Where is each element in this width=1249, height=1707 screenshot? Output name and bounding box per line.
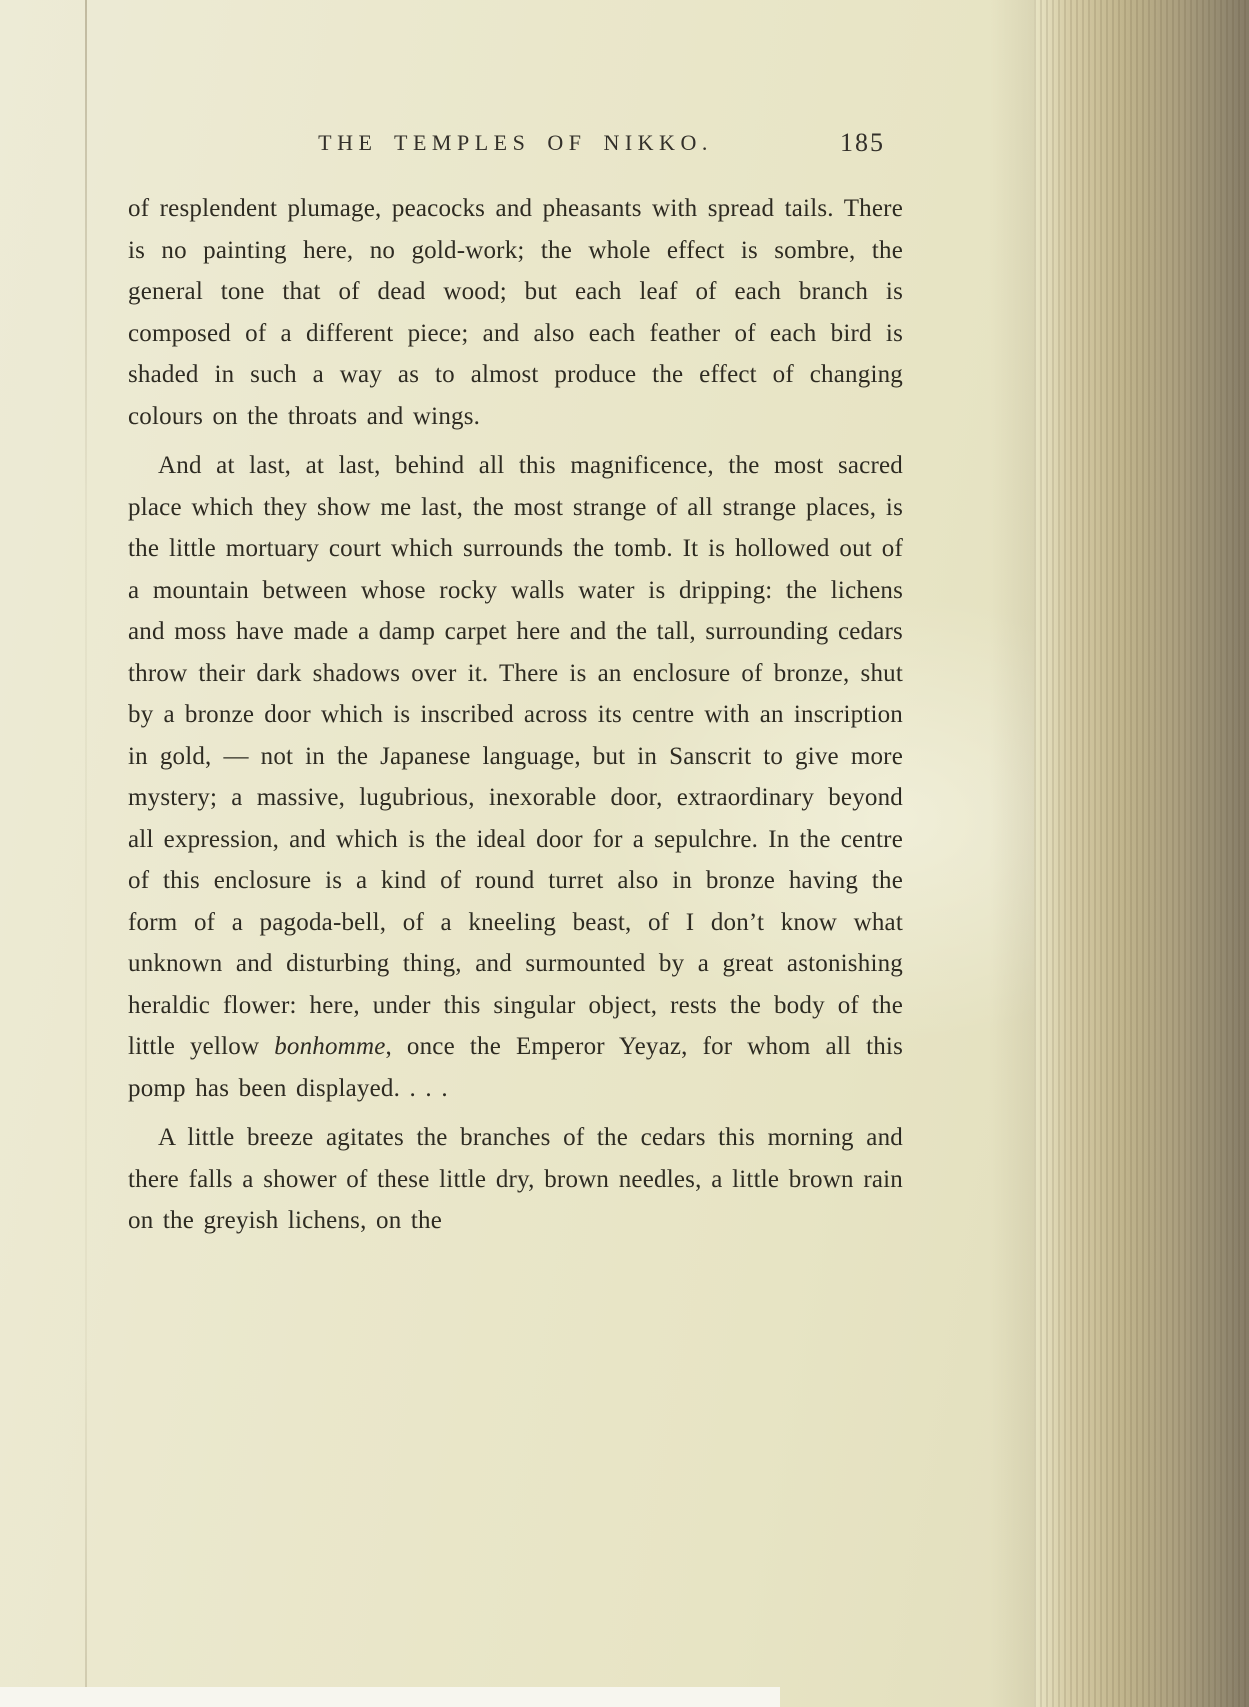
text-run: of resplendent plumage, peacocks and pheasants with spread tails. There is no painting here, no gold-work; the whole effect is sombre, the general tone that of dead wood; but each leaf of each branch is composed of a different piece; and also each feather of each bird is shaded in such a way as to almost produce the effect of changing colours on the throats and wings. [128,195,903,430]
text-run: And at last, at last, behind all this magnificence, the most sacred place which they show me last, the most strange of all strange places, is the little mortuary court which surrounds the tomb. It is hollowed out of a mountain between whose rocky walls water is dripping: the lichens and moss have made a damp carpet here and the tall, surrounding cedars throw their dark shadows over it. There is an enclosure of bronze, shut by a bronze door which is inscribed across its centre with an inscription in gold, — not in the Japanese language, but in Sanscrit to give more mystery; a massive, lugubrious, inexorable door, extraordinary beyond all expression, and which is the ideal door for a sepulchre. In the centre of this enclosure is a kind of round turret also in bronze having the form of a pagoda-bell, of a kneeling beast, of I don’t know what unknown and disturbing thing, and surmounted by a great astonishing heraldic flower: here, under this singular object, rests the body of the little yellow [128,452,903,1060]
text-run: A little breeze agitates the branches of the cedars this morning and there falls a shower of these little dry, brown needles, a little brown rain on the greyish lichens, on the [128,1124,903,1234]
page-header [128,130,903,166]
paragraph [128,445,903,1109]
running-title: THE TEMPLES OF NIKKO. [318,130,713,155]
paragraph [128,188,903,437]
page-number: 185 [840,128,885,157]
scanner-bed-strip [0,1687,780,1707]
text-run: , once the Emperor Yeyaz, for whom all this pomp has been displayed. . . . [128,1033,903,1102]
italic-text-run: bonhomme [274,1033,386,1060]
paragraph [128,1117,903,1242]
page-crease-line [85,0,87,1707]
book-page-edges [1034,0,1249,1707]
text-block [128,188,903,1250]
